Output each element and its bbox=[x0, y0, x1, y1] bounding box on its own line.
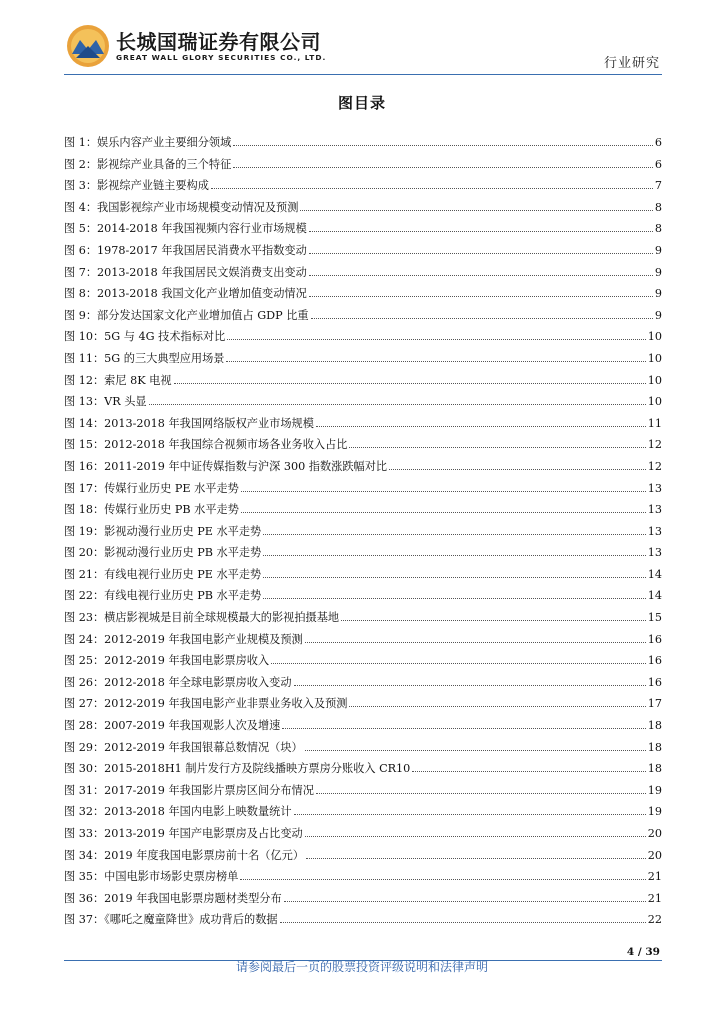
toc-dot-leader bbox=[309, 296, 653, 297]
toc-dot-leader bbox=[412, 771, 645, 772]
toc-entry[interactable] bbox=[64, 262, 662, 284]
toc-entry-page: 9 bbox=[654, 308, 662, 322]
toc-entry-page: 8 bbox=[654, 200, 662, 214]
toc-dot-leader bbox=[294, 685, 646, 686]
toc-entry-page: 17 bbox=[647, 697, 662, 711]
toc-entry-page: 14 bbox=[647, 567, 662, 581]
legal-disclaimer-link[interactable]: 请参阅最后一页的股票投资评级说明和法律声明 bbox=[235, 960, 488, 974]
toc-dot-leader bbox=[341, 620, 646, 621]
toc-entry-label: 图 11：5G 的三大典型应用场景 bbox=[64, 351, 225, 365]
toc-entry-label: 图 16：2011-2019 年中证传媒指数与沪深 300 指数涨跌幅对比 bbox=[64, 459, 388, 473]
toc-entry-label: 图 26：2012-2018 年全球电影票房收入变动 bbox=[64, 675, 292, 689]
toc-entry[interactable] bbox=[64, 175, 662, 197]
toc-entry-page: 9 bbox=[654, 287, 662, 301]
toc-entry-page: 10 bbox=[647, 373, 662, 387]
toc-entry[interactable] bbox=[64, 737, 662, 759]
toc-entry-label: 图 4：我国影视综产业市场规模变动情况及预测 bbox=[64, 200, 299, 214]
toc-dot-leader bbox=[305, 836, 646, 837]
toc-dot-leader bbox=[226, 361, 645, 362]
toc-dot-leader bbox=[280, 922, 646, 923]
toc-dot-leader bbox=[241, 512, 646, 513]
toc-entry[interactable] bbox=[64, 542, 662, 564]
toc-entry[interactable] bbox=[64, 478, 662, 500]
toc-dot-leader bbox=[300, 210, 652, 211]
toc-entry[interactable] bbox=[64, 391, 662, 413]
toc-entry[interactable] bbox=[64, 585, 662, 607]
toc-entry-label: 图 34：2019 年度我国电影票房前十名（亿元） bbox=[64, 848, 305, 862]
toc-entry-label: 图 7：2013-2018 年我国居民文娱消费支出变动 bbox=[64, 265, 307, 279]
toc-entry-page: 19 bbox=[647, 783, 662, 797]
toc-dot-leader bbox=[309, 231, 653, 232]
page-number: 4 / 39 bbox=[626, 946, 660, 958]
toc-dot-leader bbox=[263, 534, 646, 535]
toc-entry-label: 图 17：传媒行业历史 PE 水平走势 bbox=[64, 481, 239, 495]
toc-dot-leader bbox=[316, 793, 646, 794]
company-name-en: GREAT WALL GLORY SECURITIES CO., LTD. bbox=[116, 53, 327, 62]
toc-entry[interactable] bbox=[64, 370, 662, 392]
toc-entry-page: 11 bbox=[647, 416, 662, 430]
toc-entry[interactable] bbox=[64, 564, 662, 586]
toc-dot-leader bbox=[263, 598, 645, 599]
toc-entry-label: 图 18：传媒行业历史 PB 水平走势 bbox=[64, 503, 239, 517]
toc-entry-label: 图 8：2013-2018 我国文化产业增加值变动情况 bbox=[64, 287, 307, 301]
toc-entry-page: 7 bbox=[654, 179, 662, 193]
toc-dot-leader bbox=[211, 188, 653, 189]
toc-entry-page: 22 bbox=[647, 913, 662, 927]
toc-entry[interactable] bbox=[64, 197, 662, 219]
toc-dot-leader bbox=[309, 275, 653, 276]
toc-entry-page: 13 bbox=[647, 524, 662, 538]
toc-dot-leader bbox=[263, 555, 645, 556]
toc-entry[interactable] bbox=[64, 132, 662, 154]
toc-entry[interactable] bbox=[64, 866, 662, 888]
toc-entry-page: 9 bbox=[654, 243, 662, 257]
toc-entry[interactable] bbox=[64, 240, 662, 262]
toc-entry-label: 图 23：横店影视城是目前全球规模最大的影视拍摄基地 bbox=[64, 611, 340, 625]
toc-entry-label: 图 1：娱乐内容产业主要细分领域 bbox=[64, 136, 232, 149]
toc-entry-page: 18 bbox=[647, 719, 662, 733]
toc-entry-page: 19 bbox=[647, 805, 662, 819]
toc-dot-leader bbox=[241, 491, 646, 492]
section-label: 行业研究 bbox=[603, 56, 660, 71]
toc-entry[interactable] bbox=[64, 607, 662, 629]
toc-entry-label: 图 37：《哪吒之魔童降世》成功背后的数据 bbox=[64, 913, 278, 927]
header-divider bbox=[64, 74, 662, 75]
toc-entry-page: 16 bbox=[647, 654, 662, 668]
toc-entry-label: 图 3：影视综产业链主要构成 bbox=[64, 179, 209, 193]
toc-entry-page: 9 bbox=[654, 265, 662, 279]
toc-dot-leader bbox=[233, 167, 653, 168]
toc-entry[interactable] bbox=[64, 434, 662, 456]
toc-entry[interactable] bbox=[64, 650, 662, 672]
toc-dot-leader bbox=[227, 339, 645, 340]
toc-dot-leader bbox=[149, 404, 646, 405]
toc-dot-leader bbox=[306, 858, 646, 859]
toc-entry[interactable] bbox=[64, 305, 662, 327]
toc-entry[interactable] bbox=[64, 348, 662, 370]
figure-toc-list bbox=[64, 132, 662, 931]
toc-entry-label: 图 12：索尼 8K 电视 bbox=[64, 373, 172, 387]
toc-entry-page: 6 bbox=[654, 157, 662, 171]
toc-entry-label: 图 27：2012-2019 年我国电影产业非票业务收入及预测 bbox=[64, 697, 348, 711]
toc-entry-label: 图 28：2007-2019 年我国观影人次及增速 bbox=[64, 719, 281, 733]
toc-entry-label: 图 24：2012-2019 年我国电影产业规模及预测 bbox=[64, 632, 303, 646]
company-name-cn: 长城国瑞证券有限公司 bbox=[116, 30, 321, 54]
toc-entry-label: 图 29：2012-2019 年我国银幕总数情况（块） bbox=[64, 740, 303, 754]
toc-entry-label: 图 20：影视动漫行业历史 PB 水平走势 bbox=[64, 546, 262, 560]
toc-entry[interactable] bbox=[64, 499, 662, 521]
toc-entry-label: 图 5：2014-2018 年我国视频内容行业市场规模 bbox=[64, 222, 307, 236]
page-header bbox=[0, 0, 724, 80]
toc-entry-page: 21 bbox=[647, 870, 662, 884]
toc-entry-page: 15 bbox=[647, 611, 662, 625]
toc-dot-leader bbox=[305, 642, 646, 643]
toc-dot-leader bbox=[174, 383, 646, 384]
toc-entry-label: 图 6：1978-2017 年我国居民消费水平指数变动 bbox=[64, 243, 307, 257]
toc-dot-leader bbox=[284, 901, 646, 902]
toc-entry-label: 图 31：2017-2019 年我国影片票房区间分布情况 bbox=[64, 783, 314, 797]
toc-entry[interactable] bbox=[64, 801, 662, 823]
toc-entry[interactable] bbox=[64, 780, 662, 802]
toc-entry-label: 图 9：部分发达国家文化产业增加值占 GDP 比重 bbox=[64, 308, 309, 322]
toc-entry-label: 图 13：VR 头显 bbox=[64, 395, 147, 409]
toc-entry[interactable] bbox=[64, 823, 662, 845]
toc-entry-label: 图 35：中国电影市场影史票房榜单 bbox=[64, 870, 239, 884]
toc-entry-label: 图 14：2013-2018 年我国网络版权产业市场规模 bbox=[64, 416, 314, 430]
toc-entry-page: 13 bbox=[647, 503, 662, 517]
toc-entry-page: 13 bbox=[647, 546, 662, 560]
toc-dot-leader bbox=[233, 145, 653, 146]
toc-entry-page: 10 bbox=[647, 351, 662, 365]
toc-entry[interactable] bbox=[64, 283, 662, 305]
toc-dot-leader bbox=[316, 426, 646, 427]
toc-entry-page: 16 bbox=[647, 632, 662, 646]
toc-title: 图目录 bbox=[337, 94, 386, 112]
toc-entry-label: 图 32：2013-2018 年国内电影上映数量统计 bbox=[64, 805, 292, 819]
toc-entry[interactable] bbox=[64, 629, 662, 651]
toc-entry-label: 图 22：有线电视行业历史 PB 水平走势 bbox=[64, 589, 262, 603]
toc-entry-label: 图 21：有线电视行业历史 PE 水平走势 bbox=[64, 567, 262, 581]
toc-entry-label: 图 33：2013-2019 年国产电影票房及占比变动 bbox=[64, 827, 303, 840]
toc-entry-page: 13 bbox=[647, 481, 662, 495]
toc-dot-leader bbox=[349, 706, 645, 707]
toc-entry-label: 图 19：影视动漫行业历史 PE 水平走势 bbox=[64, 524, 262, 538]
toc-entry-label: 图 36：2019 年我国电影票房题材类型分布 bbox=[64, 891, 282, 905]
toc-entry[interactable] bbox=[64, 326, 662, 348]
toc-entry-page: 10 bbox=[647, 330, 662, 344]
toc-entry-page: 20 bbox=[647, 827, 662, 840]
toc-dot-leader bbox=[294, 814, 646, 815]
toc-entry[interactable] bbox=[64, 715, 662, 737]
toc-dot-leader bbox=[311, 318, 653, 319]
toc-dot-leader bbox=[305, 750, 646, 751]
toc-entry-page: 6 bbox=[654, 136, 662, 149]
toc-dot-leader bbox=[282, 728, 645, 729]
toc-entry[interactable] bbox=[64, 758, 662, 780]
toc-entry[interactable] bbox=[64, 672, 662, 694]
toc-entry-page: 18 bbox=[647, 762, 662, 776]
toc-entry[interactable] bbox=[64, 218, 662, 240]
toc-entry-label: 图 15：2012-2018 年我国综合视频市场各业务收入占比 bbox=[64, 438, 348, 452]
toc-entry[interactable] bbox=[64, 845, 662, 867]
toc-entry[interactable] bbox=[64, 693, 662, 715]
toc-entry[interactable] bbox=[64, 456, 662, 478]
toc-dot-leader bbox=[309, 253, 653, 254]
toc-entry[interactable] bbox=[64, 521, 662, 543]
toc-entry-page: 14 bbox=[647, 589, 662, 603]
toc-entry-page: 10 bbox=[647, 395, 662, 409]
toc-entry[interactable] bbox=[64, 154, 662, 176]
toc-entry-page: 21 bbox=[647, 891, 662, 905]
toc-entry-label: 图 25：2012-2019 年我国电影票房收入 bbox=[64, 654, 270, 668]
toc-entry-page: 20 bbox=[647, 848, 662, 862]
toc-entry[interactable] bbox=[64, 909, 662, 931]
toc-entry-label: 图 2：影视综产业具备的三个特征 bbox=[64, 157, 232, 171]
toc-entry-label: 图 30：2015-2018H1 制片发行方及院线播映方票房分账收入 CR10 bbox=[64, 762, 411, 776]
toc-entry-label: 图 10：5G 与 4G 技术指标对比 bbox=[64, 330, 226, 344]
toc-dot-leader bbox=[349, 447, 645, 448]
toc-entry-page: 12 bbox=[647, 438, 662, 452]
toc-dot-leader bbox=[271, 663, 646, 664]
toc-entry[interactable] bbox=[64, 413, 662, 435]
toc-entry-page: 8 bbox=[654, 222, 662, 236]
company-logo-icon bbox=[66, 24, 110, 68]
toc-dot-leader bbox=[263, 577, 646, 578]
toc-dot-leader bbox=[240, 879, 645, 880]
toc-entry[interactable] bbox=[64, 888, 662, 910]
toc-entry-page: 12 bbox=[647, 459, 662, 473]
toc-entry-page: 18 bbox=[647, 740, 662, 754]
toc-entry-page: 16 bbox=[647, 675, 662, 689]
toc-dot-leader bbox=[389, 469, 646, 470]
